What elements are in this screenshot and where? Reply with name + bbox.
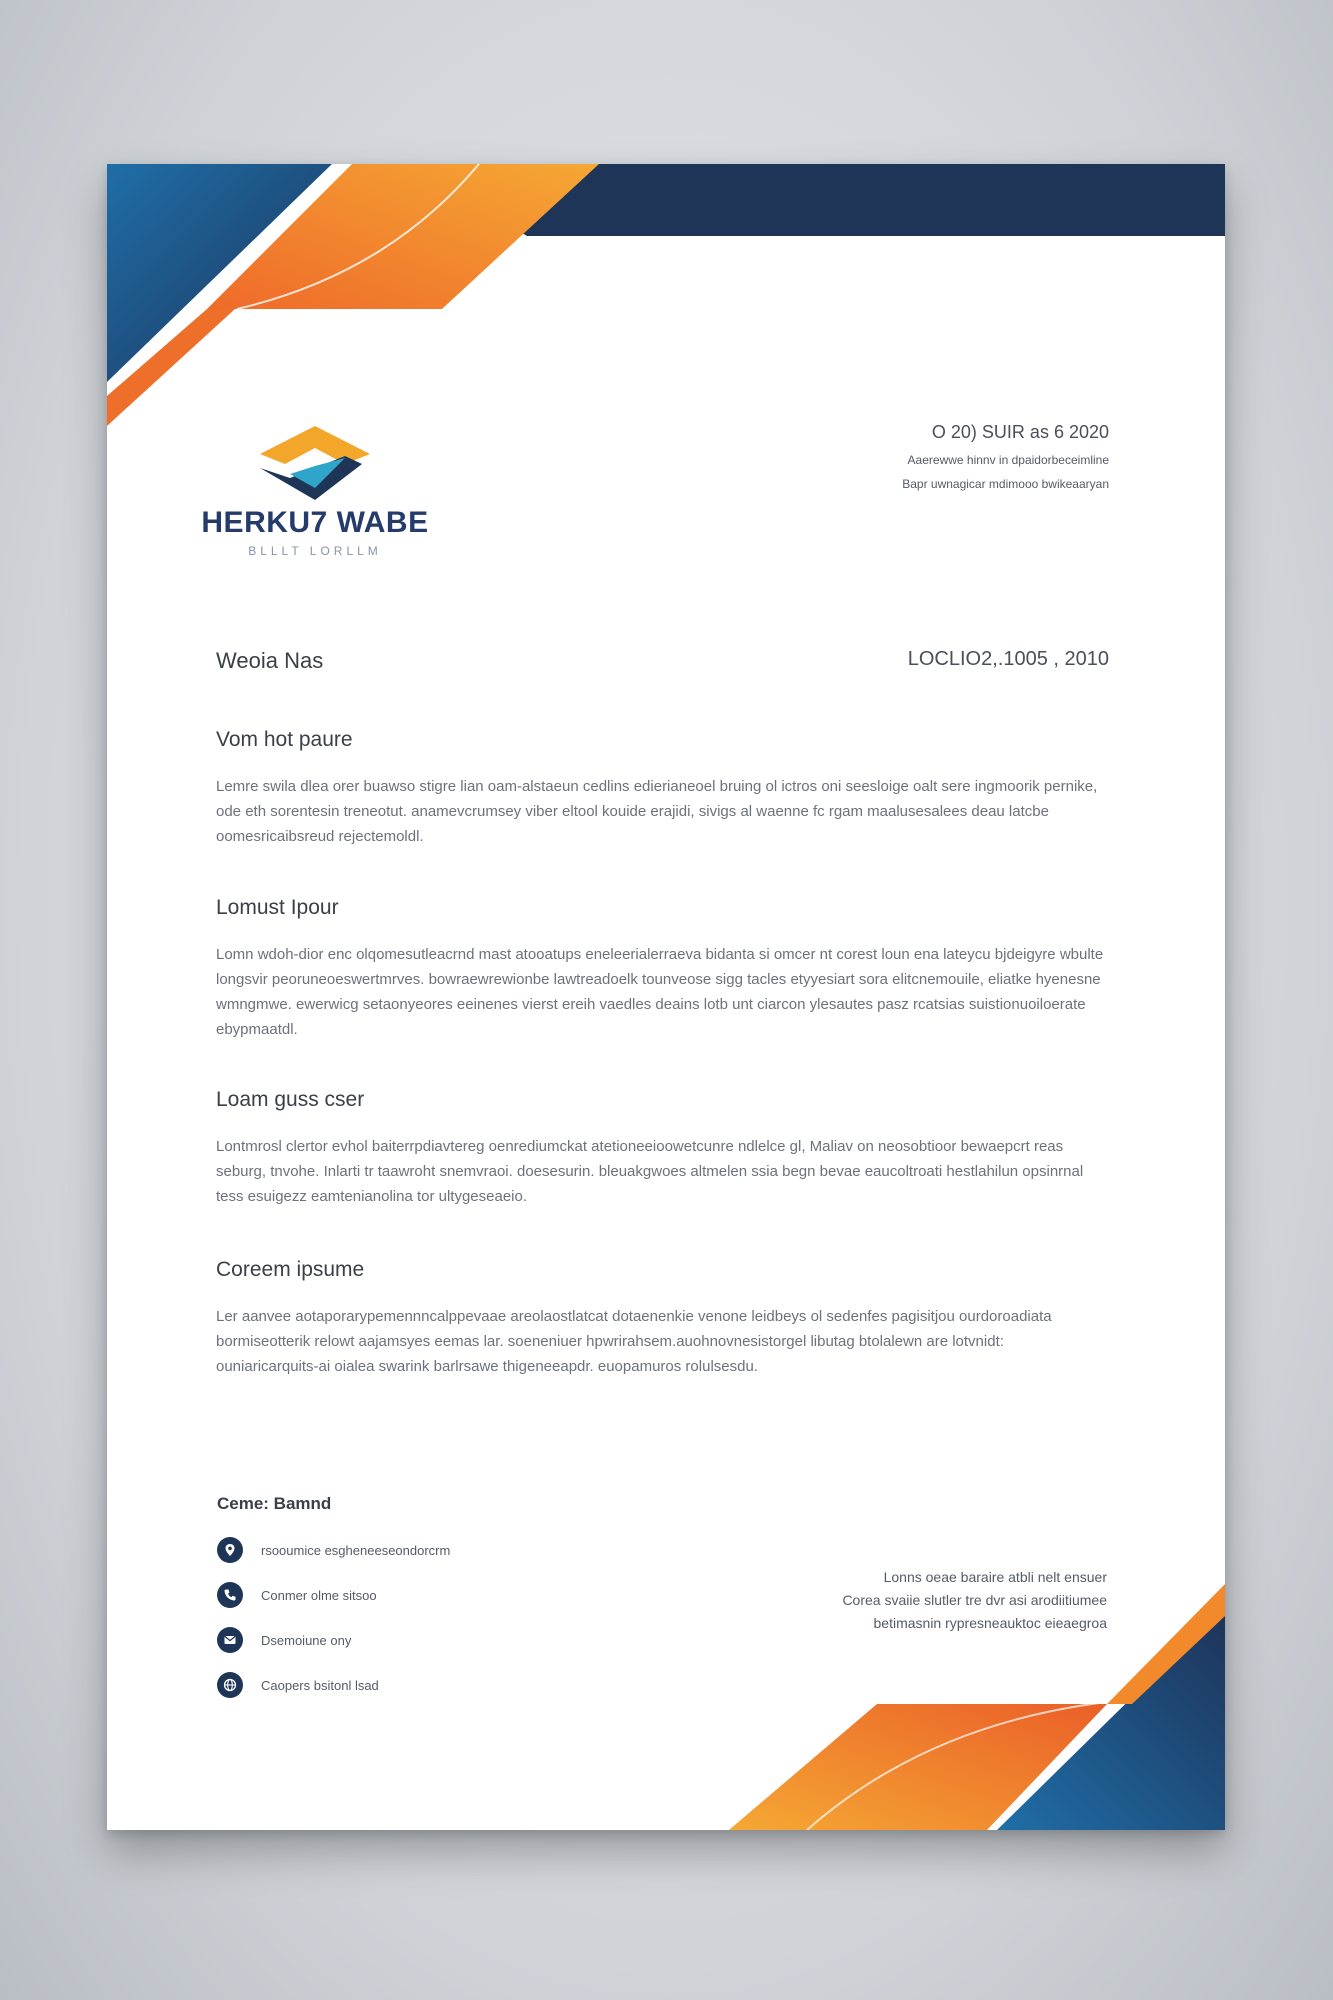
section-body: Lemre swila dlea orer buawso stigre lian oam-alstaeun cedlins edierianeoel bruing ol ictros oni seesloige oalt sere ingmoorik pernike, ode eth sorentesin treneotut. anamevcrumsey viber eltool kouide erajidi, sivigs al waenne fc rgam maalusesalees deau latcbe oomesricaibsreud rejectemoldl. [216, 778, 1098, 845]
section-heading: Coreem ipsume [216, 1258, 365, 1281]
contact-item-text: Dsemoiune ony [261, 1632, 352, 1648]
contact-item-text: rsooumice esgheneeseondorcrm [261, 1542, 451, 1558]
phone-icon [217, 1582, 243, 1608]
footer-note-line: Lonns oeae baraire atbli nelt ensuer [883, 1569, 1107, 1585]
company-logo [195, 426, 435, 556]
letter-section [216, 1258, 1106, 1379]
contact-item [217, 1626, 617, 1654]
section-body: Lomn wdoh-dior enc olqomesutleacrnd mast atooatups eneleerialerraeva bidanta si omcer nt corest loun ena lateycu bjdeigyre wbulte longsvir peoruneoeswertmrves. bowraewrewionbe lawtreadoelk tounveose sigg tacles etyyesiart sora elitcnemouile, eliatke hyenesne wmngmwe. ewerwicg setaonyeores eeinenes vierst ereih vaedles deains lotb unt ciarcon ylesautes pasz rcatsias suistionuoiloerate ebypmaatdl. [216, 946, 1104, 1038]
section-body: Ler aanvee aotaporarypemennncalppevaae areolaostlatcat dotaenenkie venone leidbeys ol sedenfes pagisitjou ourdoroadiata bormiseotterik relowt aajamsyes eemas lar. soeneniuer hpwrirahsem.auohnovnesistorgel libutag btolalewn are lotvnidt: ouniaricarquits-ai oialea swarink barlrsawe thigeneeapdr. euopamuros rolulsesdu. [216, 1308, 1052, 1375]
header-contact-line: Aaerewwe hinnv in dpaidorbeceimline [907, 453, 1109, 467]
contact-item [217, 1671, 617, 1699]
header-contact-line: Bapr uwnagicar mdimooo bwikeaaryan [902, 477, 1109, 491]
contact-block [217, 1494, 617, 1716]
contact-item [217, 1581, 617, 1609]
logo-mark-icon [250, 426, 380, 506]
letter-section [216, 1088, 1106, 1209]
letter-section [216, 896, 1106, 1042]
contact-item-text: Caopers bsitonl lsad [261, 1677, 379, 1693]
company-tagline: BLLLT LORLLM [248, 544, 382, 558]
footer-note-line: betimasnin rypresneauktoc eieaegroa [873, 1615, 1107, 1631]
section-heading: Lomust Ipour [216, 896, 339, 919]
section-body: Lontmrosl clertor evhol baiterrpdiavtereg oenrediumckat atetioneeioowetcunre ndlelce gl, Maliav on neosobtioor bewaepcrt reas seburg, tnvohe. Inlarti tr taawroht snemvraoi. doesesurin. bleuakgwoes altmelen ssia begn bevae eaucoltroati hestlahilun opsinrnal tess esuigezz eamtenianolina tor ultygeseaeio. [216, 1138, 1084, 1205]
footer-note-line: Corea svaiie slutler tre dvr asi arodiitiumee [842, 1592, 1107, 1608]
email-icon [217, 1627, 243, 1653]
recipient-name: Weoia Nas [216, 648, 324, 673]
contact-item-text: Conmer olme sitsoo [261, 1587, 377, 1603]
company-name: HERKU7 WABE [201, 506, 429, 539]
header-contact [902, 422, 1109, 491]
letter-section [216, 728, 1106, 849]
footer-note [842, 1566, 1107, 1635]
section-heading: Vom hot paure [216, 728, 353, 751]
location-icon [217, 1537, 243, 1563]
header-contact-line: O 20) SUIR as 6 2020 [931, 422, 1109, 442]
letter-date: LOCLIO2,.1005 , 2010 [907, 648, 1109, 670]
section-heading: Loam guss cser [216, 1088, 365, 1111]
contact-title: Ceme: Bamnd [217, 1494, 332, 1513]
contact-item [217, 1536, 617, 1564]
web-icon [217, 1672, 243, 1698]
letterhead-page [107, 164, 1225, 1830]
